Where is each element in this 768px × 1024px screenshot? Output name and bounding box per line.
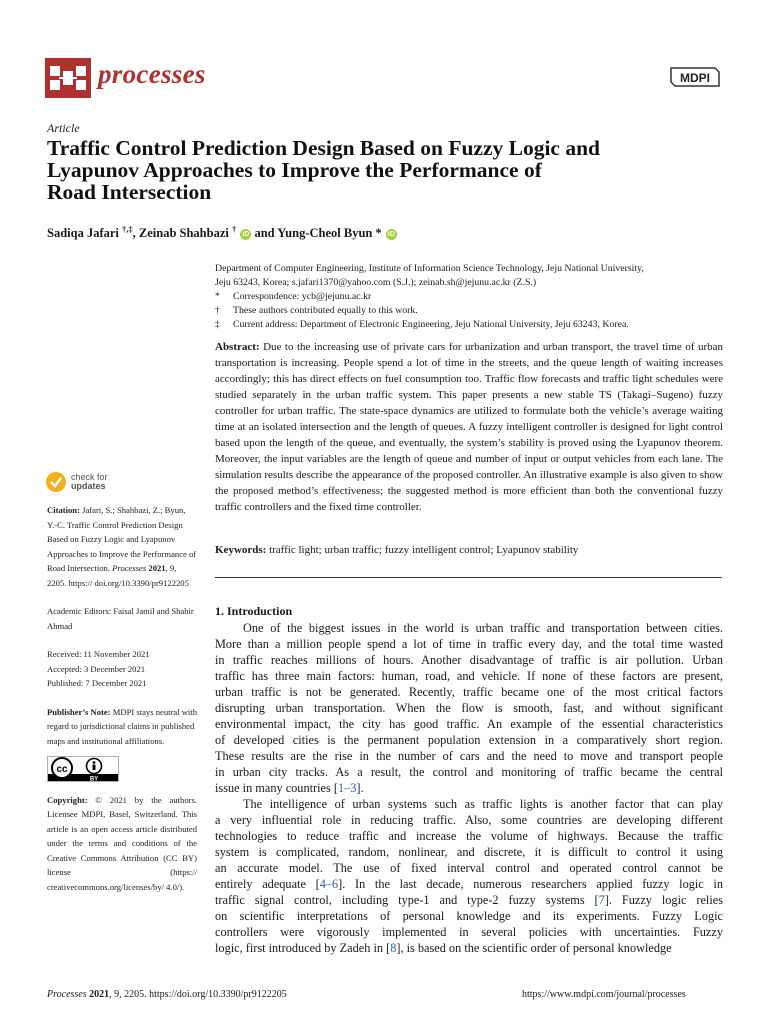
citation-doi[interactable]: , 9, 2205. https:// doi.org/10.3390/pr9122205 bbox=[47, 563, 189, 588]
accepted-date: Accepted: 3 December 2021 bbox=[47, 663, 146, 674]
footer-journal: Processes bbox=[47, 989, 87, 1000]
paper-title bbox=[47, 137, 707, 203]
intro-text-line: in traffic reaches millions of hours. Another disadvantage of traffic is air pollution. Urban bbox=[215, 653, 723, 667]
svg-text:MDPI: MDPI bbox=[680, 71, 710, 85]
title-line: Road Intersection bbox=[47, 180, 212, 204]
affiliation-line: Department of Computer Engineering, Institute of Information Science Technology, Jeju National University, bbox=[215, 263, 644, 274]
keywords bbox=[215, 544, 723, 556]
intro-text-line: The intelligence of urban systems such as traffic lights is another factor that can play bbox=[243, 797, 723, 811]
reference-link[interactable]: 7 bbox=[598, 893, 605, 907]
check-updates-line2: updates bbox=[71, 481, 106, 491]
citation-text: Jafari, S.; Shahbazi, Z.; Byun, Y.-C. Traffic Control Prediction Design Based on Fuzzy Logic and Lyapunov Approaches to Improve the Performance of Road Intersection. bbox=[47, 505, 197, 573]
reference-link[interactable]: 8 bbox=[390, 941, 397, 955]
citation-year: 2021 bbox=[148, 563, 166, 573]
footer-year: 2021 bbox=[89, 989, 110, 1000]
note-mark: † bbox=[215, 305, 220, 316]
note-mark: ‡ bbox=[215, 319, 220, 330]
orcid-icon[interactable]: iD bbox=[387, 231, 395, 239]
current-address-note bbox=[215, 318, 725, 332]
intro-text-line: urban traffic is not be generated. Recently, traffic became one of the most critical factors bbox=[215, 685, 723, 699]
intro-text-line: of developed cities is the permanent population extension in a comparatively short region. bbox=[215, 733, 723, 747]
correspondence-note bbox=[215, 290, 725, 304]
keywords-text: traffic light; urban traffic; fuzzy intelligent control; Lyapunov stability bbox=[269, 544, 579, 556]
title-line: Lyapunov Approaches to Improve the Performance of bbox=[47, 158, 542, 182]
footer-url[interactable]: https://www.mdpi.com/journal/processes bbox=[522, 989, 686, 1000]
check-updates-icon bbox=[45, 471, 67, 493]
intro-text-line: controllers were vigorously implemented in several policies with uncertainties. Fuzzy bbox=[215, 925, 723, 939]
author-name[interactable]: Sadiqa Jafari bbox=[47, 226, 119, 241]
abstract-label: Abstract: bbox=[215, 341, 260, 353]
note-text: Correspondence: ycb@jejunu.ac.kr bbox=[233, 291, 372, 302]
svg-text:cc: cc bbox=[56, 764, 68, 775]
equal-contribution-note bbox=[215, 304, 725, 318]
intro-text-line: technologies to reduce traffic and increase the volume of highways. Because the traffic bbox=[215, 829, 723, 843]
intro-text-line: More than a million people spend a lot of time in traffic every day, and the total time wasted bbox=[215, 637, 723, 651]
abstract-text: Due to the increasing use of private cars for urbanization and urban transport, the travel time of urban transportation is increasing. People spend a lot of time in the streets, and the queue length of waiting increases accordingly; this has direct effects on fuel consumption too. Traffic flow forecasts and traffic light schedules were studied separately in the urban traffic system. This paper presents a new stable TS (Takagi–Sugeno) fuzzy controller for urban traffic. The state-space dynamics are utilized to formulate both the vehicle’s average waiting time at an isolated intersection and the length of queues. A fuzzy intelligent controller is designed for light control based upon the length of the queue, and eventually, the system’s stability is proved using the Lyapunov theorem. Moreover, the input variables are the length of queue and number of input or output vehicles from each lane. The simulation results describe the appearance of the proposed controller. An illustrative example is also given to show the proposed method’s effectiveness; the suggested method is more efficient than both the conventional fuzzy traffic controllers and the fixed time controller. bbox=[215, 341, 724, 513]
section-divider bbox=[215, 577, 722, 578]
journal-name: processes bbox=[98, 59, 206, 89]
intro-text-line: entirely adequate [4–6]. In the last decade, numerous researchers applied fuzzy logic in bbox=[215, 877, 723, 891]
citation-label: Citation: bbox=[47, 505, 80, 515]
section-heading: 1. Introduction bbox=[215, 604, 293, 618]
publisher-note-text: MDPI stays neutral with regard to jurisdictional claims in published maps and institutional affiliations. bbox=[47, 706, 197, 746]
intro-text-line: traffic signal control, including type-1 and type-2 fuzzy systems [7]. Fuzzy logic relies bbox=[215, 893, 723, 907]
intro-text-line: disrupting urban transportation. When the flow is smooth, fast, and without significant bbox=[215, 701, 723, 715]
footer-citation bbox=[47, 989, 287, 1000]
orcid-icon[interactable]: iD bbox=[242, 231, 250, 239]
received-date: Received: 11 November 2021 bbox=[47, 649, 150, 659]
author-affil-mark: * bbox=[375, 226, 382, 241]
processes-logo-icon bbox=[45, 58, 91, 98]
affiliation-line: Jeju 63243, Korea; s.jafari1370@yahoo.com (S.J.); zeinab.sh@jejunu.ac.kr (Z.S.) bbox=[215, 277, 537, 288]
intro-text-line: These results are the rise in the number of cars and the need to move and transport people bbox=[215, 749, 723, 763]
svg-text:BY: BY bbox=[89, 776, 99, 782]
publisher-note bbox=[47, 705, 197, 749]
citation bbox=[47, 503, 197, 590]
intro-text-line: logic, first introduced by Zadeh in [8], is based on the scientific order of personal knowledge bbox=[215, 941, 672, 955]
abstract bbox=[215, 339, 723, 515]
author-name[interactable]: and Yung-Cheol Byun bbox=[254, 226, 373, 241]
cc-by-license-icon[interactable] bbox=[47, 756, 119, 782]
affiliations bbox=[215, 262, 725, 332]
reference-link[interactable]: 4–6 bbox=[319, 877, 339, 891]
author-list: Sadiqa Jafari †,‡, Zeinab Shahbazi † iD and Yung-Cheol Byun * iD bbox=[47, 224, 395, 241]
title-line: Traffic Control Prediction Design Based on Fuzzy Logic and bbox=[47, 136, 601, 160]
copyright-label: Copyright: bbox=[47, 794, 88, 805]
published-date: Published: 7 December 2021 bbox=[47, 678, 147, 688]
note-text: These authors contributed equally to this work. bbox=[233, 305, 418, 316]
introduction-body bbox=[215, 620, 723, 956]
keywords-label: Keywords: bbox=[215, 544, 267, 556]
intro-text-line: issue in many countries [1–3]. bbox=[215, 781, 364, 795]
author-affil-mark: † bbox=[231, 224, 237, 234]
copyright-text: © 2021 by the authors. Licensee MDPI, Basel, Switzerland. This article is an open access article distributed under the terms and conditions of the Creative Commons Attribution (CC BY) license (https:// creativecommons.org/licenses/by/ 4.0/). bbox=[47, 794, 197, 892]
intro-text-line: in urban city tracks. As a result, the control and monitoring of traffic became the central bbox=[215, 765, 723, 779]
note-text: Current address: Department of Electronic Engineering, Jeju National University, Jeju 63243, Korea. bbox=[233, 319, 629, 330]
copyright bbox=[47, 793, 197, 895]
intro-text-line: a very influential role in reducing traffic. Also, some countries are developing different bbox=[215, 813, 723, 827]
publisher-note-label: Publisher’s Note: bbox=[47, 706, 111, 717]
check-for-updates-badge[interactable] bbox=[45, 471, 165, 493]
intro-text-line: traffic has three main factors: human, road, and vehicle. If none of these factors are present, bbox=[215, 669, 723, 683]
reference-link[interactable]: 1–3 bbox=[337, 781, 357, 795]
intro-text-line: One of the biggest issues in the world is urban traffic and transportation between cities. bbox=[243, 621, 723, 635]
author-affil-mark: †,‡ bbox=[122, 224, 133, 234]
intro-text-line: system is complicated, random, nonlinear, and discrete, it is difficult to control it using bbox=[215, 845, 723, 859]
check-updates-line1: check for bbox=[71, 472, 108, 482]
article-type: Article bbox=[47, 121, 80, 135]
author-name[interactable]: Zeinab Shahbazi bbox=[138, 226, 229, 241]
academic-editors: Academic Editors: Faisal Jamil and Shabir Ahmad bbox=[47, 606, 194, 631]
mdpi-logo bbox=[667, 64, 721, 90]
citation-journal: Processes bbox=[112, 563, 147, 573]
intro-text-line: on scientific interpretations of personal knowledge and its experiments. Fuzzy Logic bbox=[215, 909, 723, 923]
note-mark: * bbox=[215, 291, 220, 302]
intro-text-line: environmental impact, the city has good traffic. An example of the essential characteristics bbox=[215, 717, 723, 731]
footer-doi[interactable]: , 9, 2205. https://doi.org/10.3390/pr9122205 bbox=[109, 989, 287, 1000]
intro-text-line: an accurate model. The use of fixed interval control and operated control cannot be bbox=[215, 861, 723, 875]
sidebar bbox=[47, 503, 197, 894]
